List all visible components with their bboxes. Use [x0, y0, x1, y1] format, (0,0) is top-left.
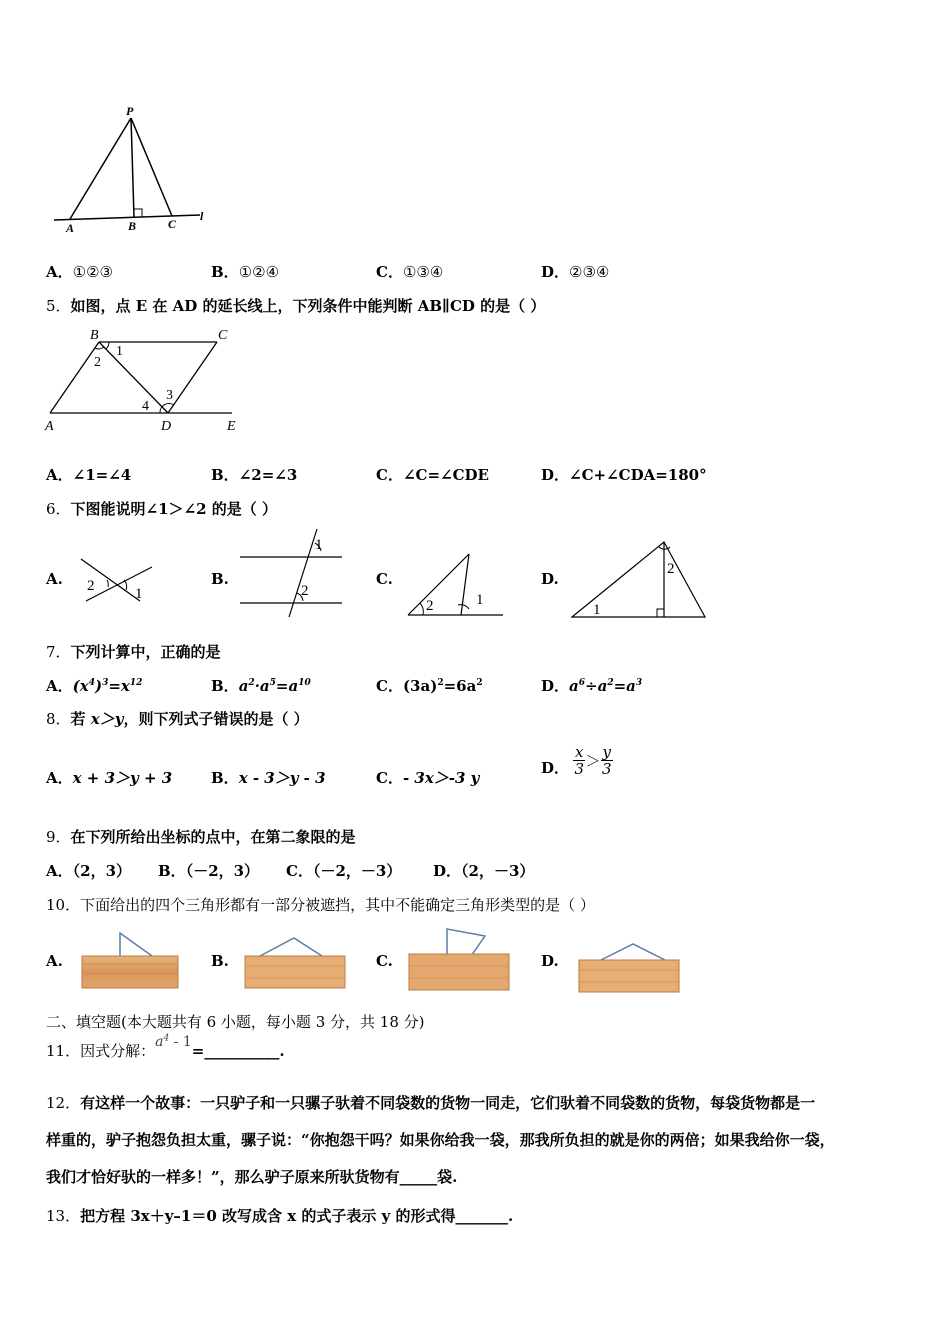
label-C: C [218, 328, 228, 343]
q6-option-c-label[interactable]: C. [376, 570, 393, 588]
q9-option-b[interactable]: B．（－2，3） [158, 862, 260, 880]
q8-option-d[interactable]: D． $\frac{x}{3}$ ＞ $\frac{y}{3}$ [541, 743, 612, 778]
label-E: E [227, 419, 236, 434]
q7-option-b[interactable]: B．$a^2\cdot a^5=a^{10}$ [211, 677, 311, 695]
q6-figure-b[interactable] [237, 527, 345, 617]
segment-AB [50, 342, 99, 413]
q9-option-d[interactable]: D．（2，－3） [433, 862, 535, 880]
q8-stem: 8．若 x＞y，则下列式子错误的是（ ） [46, 710, 309, 728]
label-angle-1: 1 [116, 344, 123, 359]
angle-1-label: 1 [593, 602, 601, 618]
q6-option-a-label[interactable]: A. [46, 570, 63, 588]
q8-option-b[interactable]: B．x - 3＞y - 3 [211, 769, 326, 787]
q10-option-a-label[interactable]: A. [46, 952, 63, 970]
q9-option-a[interactable]: A．（2，3） [46, 862, 132, 880]
q4-option-d[interactable]: D．②③④ [541, 263, 610, 281]
segment-PC [131, 118, 172, 216]
angle-1-label: 1 [315, 537, 323, 553]
q10-figure-d[interactable] [575, 932, 683, 994]
angle-2-label: 2 [301, 583, 309, 599]
label-angle-3: 3 [166, 388, 173, 403]
q7-stem: 7．下列计算中，正确的是 [46, 643, 221, 661]
q6-figure-c[interactable] [405, 551, 505, 619]
q8-option-c[interactable]: C．- 3x＞-3 y [376, 769, 480, 787]
label-P: P [126, 104, 134, 118]
arc-angle-2 [95, 347, 104, 349]
q5-stem: 5．如图，点 E 在 AD 的延长线上，下列条件中能判断 AB∥CD 的是（ ） [46, 297, 546, 315]
q11-answer-blank[interactable]: =__________. [191, 1042, 285, 1060]
q13: 13．把方程 3x＋y–1＝0 改写成含 x 的式子表示 y 的形式得_______. [46, 1207, 514, 1225]
q10-stem: 10．下面给出的四个三角形都有一部分被遮挡，其中不能确定三角形类型的是（ ） [46, 896, 595, 914]
q5-option-a[interactable]: A．∠1=∠4 [46, 466, 132, 484]
q10-figure-a[interactable] [78, 928, 188, 990]
segment-BD [99, 342, 168, 413]
q4-option-c[interactable]: C．①③④ [376, 263, 444, 281]
q10-figure-c[interactable] [405, 924, 515, 992]
q7-option-d[interactable]: D．$a^6\div a^2=a^3$ [541, 677, 643, 695]
q4-option-b[interactable]: B．①②④ [211, 263, 280, 281]
angle-1-label: 1 [476, 592, 484, 608]
label-angle-4: 4 [142, 399, 149, 414]
q4-figure [48, 104, 218, 236]
segment-PA [70, 118, 131, 219]
q4-option-a[interactable]: A．①②③ [46, 263, 113, 281]
segment-CD [168, 342, 217, 413]
label-angle-2: 2 [94, 355, 101, 370]
arc-angle-1 [106, 342, 109, 349]
angle-2-label: 2 [426, 598, 434, 614]
q10-figure-b[interactable] [240, 928, 350, 990]
q9-option-c[interactable]: C．（－2，－3） [286, 862, 402, 880]
q5-figure [42, 322, 247, 434]
right-angle-mark [134, 209, 142, 217]
q5-option-c[interactable]: C．∠C=∠CDE [376, 466, 489, 484]
q6-option-b-label[interactable]: B. [211, 570, 229, 588]
q10-option-c-label[interactable]: C. [376, 952, 393, 970]
q7-option-c[interactable]: C．$(3a)^2=6a^2$ [376, 677, 483, 695]
angle-1-label: 1 [135, 586, 143, 602]
label-B: B [128, 219, 137, 233]
q5-option-d[interactable]: D．∠C+∠CDA=180° [541, 466, 707, 484]
q9-stem: 9．在下列所给出坐标的点中，在第二象限的是 [46, 828, 356, 846]
label-B: B [90, 328, 99, 343]
q11-expression: $a^4 - 1$ [155, 1033, 192, 1050]
q10-option-b-label[interactable]: B. [211, 952, 229, 970]
q11: 11．因式分解：$a^4$ - 1=__________. [46, 1033, 285, 1060]
q6-stem: 6．下图能说明∠1＞∠2 的是（ ） [46, 500, 278, 518]
q12: 12．有这样一个故事：一只驴子和一只骡子驮着不同袋数的货物一同走，它们驮着不同袋数的货物，每袋货物都是一 样重的，驴子抱怨负担太重，骡子说：“你抱怨干吗？如果你给我一袋，那我所负担的就是你的两倍；如果我给你一袋， 我们才恰好驮的一样多！”，那么驴子原来所驮货物有_____袋. [46, 1094, 835, 1186]
label-l: l [200, 209, 204, 223]
angle-2-label: 2 [87, 578, 95, 594]
label-A: A [45, 419, 54, 434]
label-D: D [161, 419, 172, 434]
section-2-title: 二、填空题(本大题共有 6 小题，每小题 3 分，共 18 分) [46, 1013, 425, 1031]
q5-option-b[interactable]: B．∠2=∠3 [211, 466, 298, 484]
q7-option-a[interactable]: A．$(x^4)^3=x^{12}$ [46, 677, 143, 695]
label-A: A [66, 221, 75, 235]
q6-figure-a[interactable] [78, 554, 158, 606]
label-C: C [168, 217, 177, 231]
line-l [54, 215, 200, 220]
q10-option-d-label[interactable]: D. [541, 952, 559, 970]
q8-option-a[interactable]: A．x + 3＞y + 3 [46, 769, 173, 787]
q6-option-d-label[interactable]: D. [541, 570, 559, 588]
angle-2-label: 2 [667, 561, 675, 577]
segment-PB [131, 118, 134, 217]
q6-figure-d[interactable] [569, 539, 709, 621]
